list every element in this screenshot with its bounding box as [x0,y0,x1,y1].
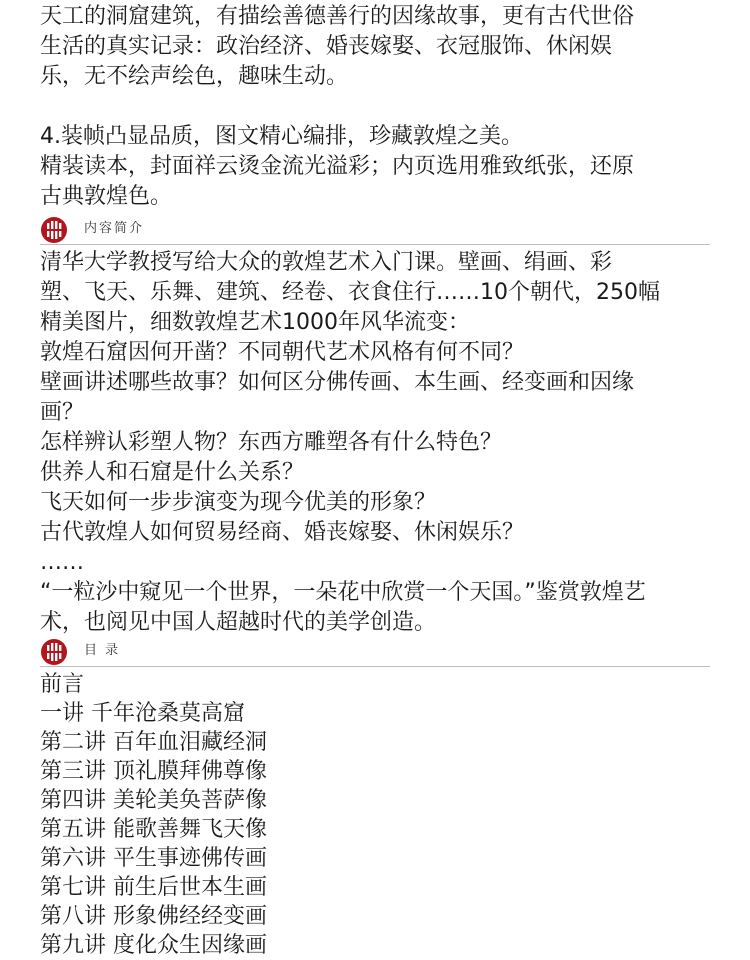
toc-item: 第二讲 百年血泪藏经洞 [40,730,267,755]
spacer [40,92,712,122]
summary-line: 清华大学教授写给大众的敦煌艺术入门课。壁画、绢画、彩 [40,250,613,275]
toc-item: 第四讲 美轮美奂菩萨像 [40,788,267,813]
citic-press-logo-icon [40,638,68,666]
summary-header [40,214,710,245]
summary-line: 塑、飞天、乐舞、建筑、经卷、衣食住行……10个朝代，250幅 [40,280,660,305]
summary-title: 内容简介 [84,221,145,236]
intro-section [40,2,712,212]
summary-line: 精美图片，细数敦煌艺术1000年风华流变： [40,310,470,335]
toc-title: 目 录 [84,643,121,658]
point4-title: 4.装帧凸显品质，图文精心编排，珍藏敦煌之美。 [40,124,523,149]
toc-item: 第五讲 能歌善舞飞天像 [40,817,267,842]
summary-line: 供养人和石窟是什么关系？ [40,460,305,485]
intro-line: 乐，无不绘声绘色，趣味生动。 [40,64,349,89]
summary-line: 敦煌石窟因何开凿？不同朝代艺术风格有何不同？ [40,340,525,365]
toc-item: 第九讲 度化众生因缘画 [40,933,267,958]
toc-list [40,670,712,960]
summary-line: 飞天如何一步步演变为现今优美的形象？ [40,490,437,515]
summary-line: …… [40,550,84,575]
toc-header [40,636,710,667]
point4-line: 古典敦煌色。 [40,184,173,209]
intro-line: 天工的洞窟建筑，有描绘善德善行的因缘故事，更有古代世俗 [40,4,635,29]
citic-press-logo-icon [40,216,68,244]
toc-item: 第七讲 前生后世本生画 [40,875,267,900]
summary-line: 古代敦煌人如何贸易经商、婚丧嫁娶、休闲娱乐？ [40,520,525,545]
toc-item: 第八讲 形象佛经经变画 [40,904,267,929]
summary-line: 壁画讲述哪些故事？如何区分佛传画、本生画、经变画和因缘 [40,370,635,395]
summary-section [40,248,712,638]
toc-item: 第六讲 平生事迹佛传画 [40,846,267,871]
summary-line: “一粒沙中窥见一个世界，一朵花中欣赏一个天国。”鉴赏敦煌艺 [40,580,646,605]
point4-line: 精装读本，封面祥云烫金流光溢彩；内页选用雅致纸张，还原 [40,154,635,179]
summary-line: 术，也阅见中国人超越时代的美学创造。 [40,610,437,635]
toc-item: 第三讲 顶礼膜拜佛尊像 [40,759,267,784]
summary-line: 画？ [40,400,85,425]
toc-item: 一讲 千年沧桑莫高窟 [40,701,245,726]
intro-line: 生活的真实记录：政治经济、婚丧嫁娶、衣冠服饰、休闲娱 [40,34,613,59]
toc-item: 前言 [40,672,85,697]
summary-line: 怎样辨认彩塑人物？东西方雕塑各有什么特色？ [40,430,503,455]
